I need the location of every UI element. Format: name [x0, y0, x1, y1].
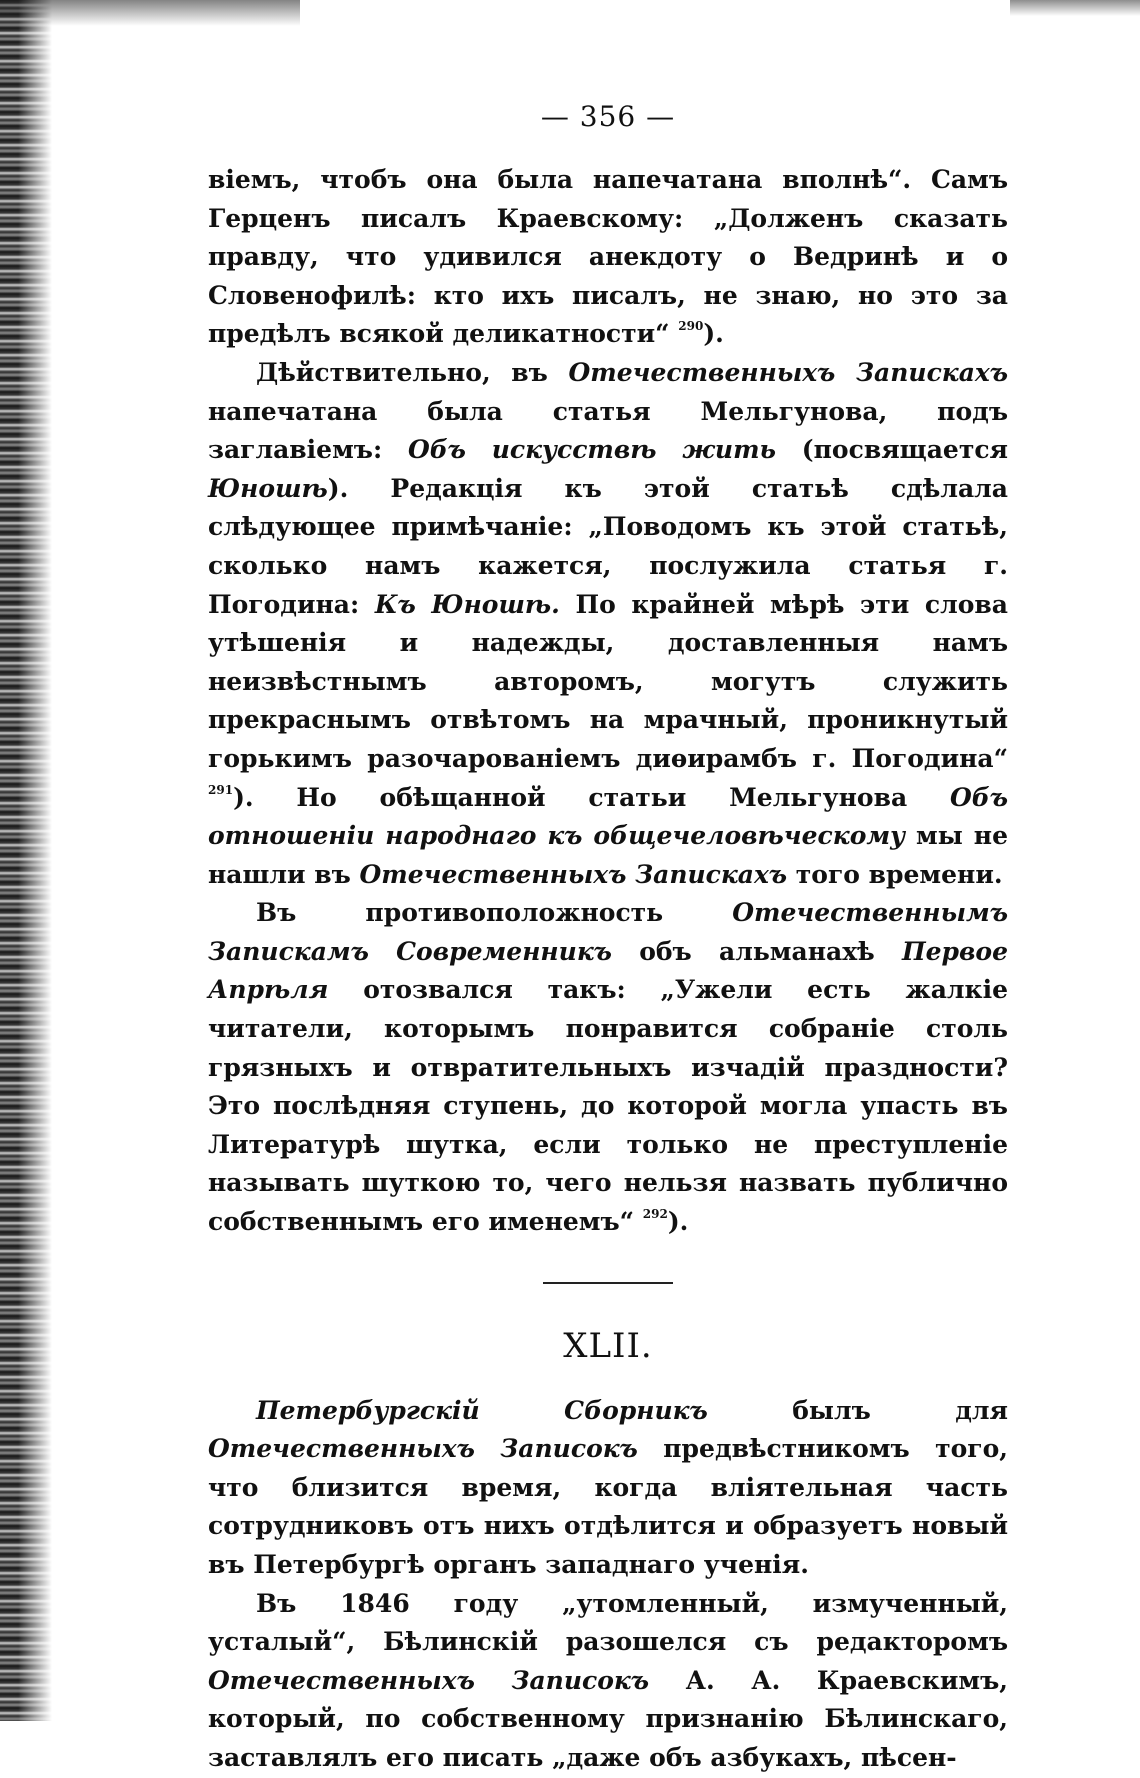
italic-title: Объ отношеніи народнаго къ общечеловѣческому	[208, 782, 1008, 851]
text-run: По крайней мѣрѣ эти слова утѣшенія и надежды, доставленныя намъ неизвѣстнымъ авторомъ, могутъ служить прекраснымъ отвѣтомъ на мрачный, проникнутый горькимъ разочарованіемъ диѳирамбъ г. Погодина“	[208, 589, 1008, 773]
text-run: Въ противоположность	[256, 898, 733, 928]
italic-title: Первое Апрѣля	[208, 936, 1008, 1005]
paragraph	[208, 1585, 1008, 1778]
footnote-marker: 291	[208, 782, 234, 797]
text-run: напечатана была статья Мельгунова, подъ заглавіемъ:	[208, 396, 1008, 465]
italic-title: Къ Юношѣ.	[374, 589, 560, 619]
footnote-marker: 290	[678, 319, 704, 334]
scan-top-shadow	[0, 0, 300, 26]
section-body-text	[208, 1392, 1008, 1778]
section-divider	[543, 1282, 673, 1284]
text-run: Въ 1846 году „утомленный, измученный, усталый“, Бѣлинскій разошелся съ редакторомъ	[208, 1588, 1008, 1657]
paragraph	[208, 1392, 1008, 1585]
scan-edge-shadow	[0, 0, 52, 1721]
text-run: былъ для	[707, 1395, 1008, 1425]
text-run: мы не нашли въ	[208, 821, 1008, 889]
text-run: отозвался такъ: „Ужели есть жалкіе читатели, которымъ понравится собраніе столь грязныхъ и отвратительныхъ изчадій праздности? Это послѣдняя ступень, до которой могла упасть въ Литературѣ шутка, если только не преступленіе называть шуткою то, чего нельзя назвать публично собственнымъ его именемъ“	[208, 975, 1008, 1237]
text-run: ).	[703, 319, 724, 349]
text-run: Дѣйствительно, въ	[256, 357, 569, 387]
scan-top-right-shadow	[1010, 0, 1140, 16]
italic-title: Юношѣ	[208, 473, 328, 503]
paragraph	[208, 161, 1008, 354]
page-number: — 356 —	[540, 100, 676, 133]
italic-title: Отечественныхъ Запискахъ	[359, 859, 788, 889]
text-run: А. А. Краевскимъ, который, по собственному признанію Бѣлинскаго, заставлялъ его писать „даже объ азбукахъ, пѣсен-	[208, 1665, 1008, 1772]
italic-title: Отечественныхъ Записокъ	[208, 1665, 650, 1695]
text-run: віемъ, чтобъ она была напечатана вполнѣ“. Самъ Герценъ писалъ Краевскому: „Долженъ сказать правду, что удивился анекдоту о Ведринѣ и о Словенофилѣ: кто ихъ писалъ, не знаю, но это за предѣлъ всякой деликатности“	[208, 165, 1008, 349]
text-run: того времени.	[787, 859, 1003, 889]
body-text	[208, 161, 1008, 1242]
section-title: XLII.	[563, 1325, 653, 1366]
italic-title: Отечественныхъ Запискахъ	[568, 357, 1008, 387]
italic-title: Отечественныхъ Записокъ	[208, 1434, 638, 1464]
text-run: (посвящается	[776, 435, 1009, 465]
text-run: ).	[667, 1207, 689, 1237]
italic-title: Отечественнымъ Запискамъ Современникъ	[208, 898, 1008, 966]
italic-title: Объ искусствѣ жить	[407, 435, 777, 465]
text-run: ). Редакція къ этой статьѣ сдѣлала слѣдующее примѣчаніе: „Поводомъ къ этой статьѣ, сколько намъ кажется, послужила статья г. Погодина:	[208, 473, 1008, 619]
paragraph	[208, 354, 1008, 894]
footnote-marker: 292	[642, 1207, 668, 1222]
text-run: объ альманахѣ	[611, 936, 902, 966]
text-run: предвѣстникомъ того, что близится время, когда вліятельная часть сотрудниковъ отъ нихъ отдѣлится и образуетъ новый въ Петербургѣ органъ западнаго ученія.	[208, 1434, 1008, 1579]
book-page	[208, 100, 1008, 1778]
paragraph	[208, 894, 1008, 1241]
italic-title: Петербургскій Сборникъ	[256, 1395, 708, 1425]
text-run: ). Но обѣщанной статьи Мельгунова	[233, 782, 950, 812]
